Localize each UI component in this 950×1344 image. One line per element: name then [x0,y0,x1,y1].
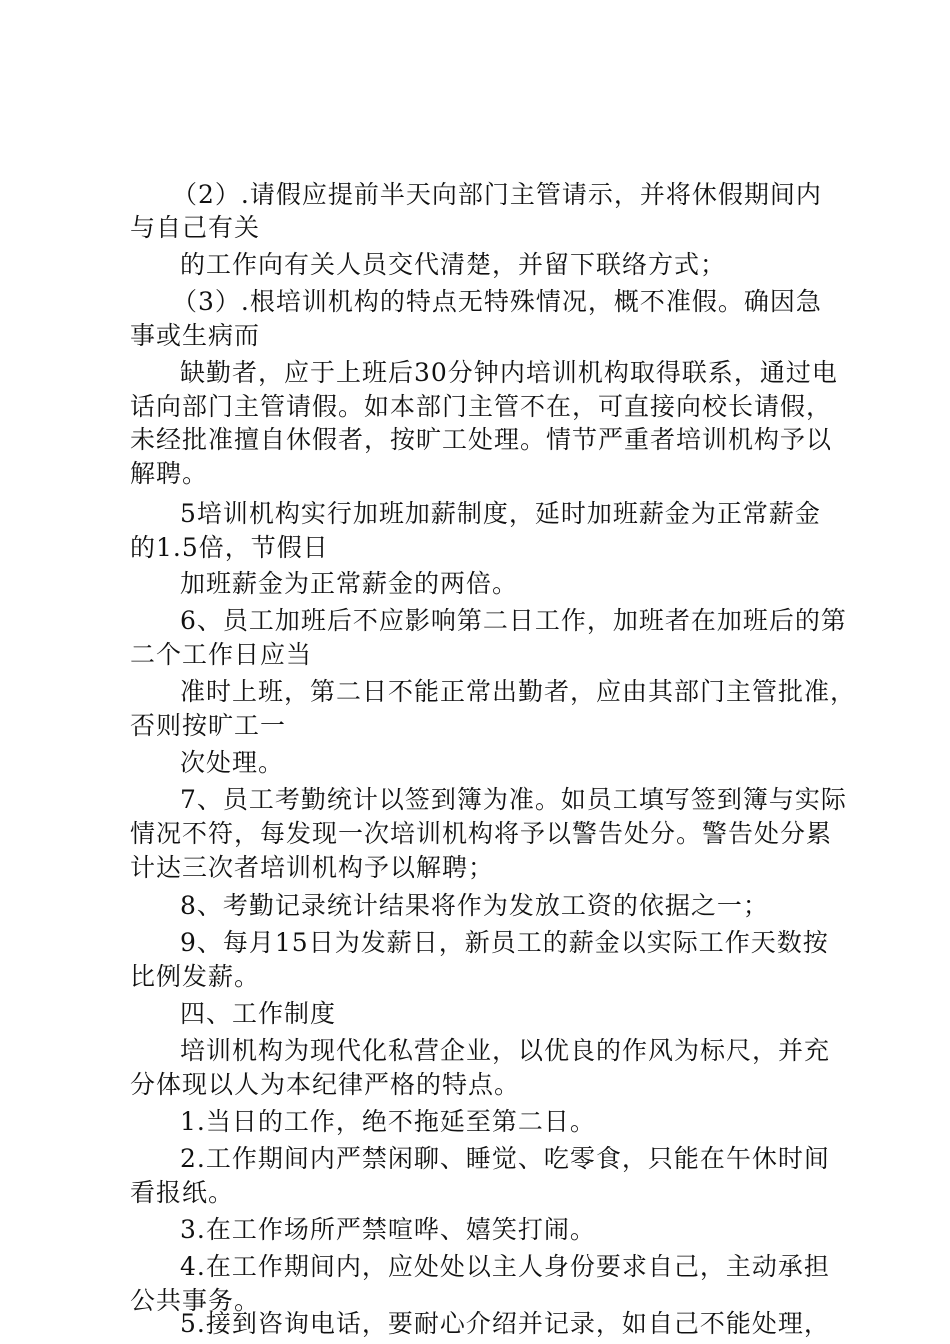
text-line: 6、员工加班后不应影响第二日工作，加班者在加班后的第 [180,606,847,635]
text-line: 的工作向有关人员交代清楚，并留下联络方式； [180,250,727,279]
section-heading: 四、工作制度 [180,999,337,1028]
text-line: 缺勤者，应于上班后30分钟内培训机构取得联系，通过电 [180,358,838,387]
text-line: 7、员工考勤统计以签到簿为准。如员工填写签到簿与实际 [180,785,847,814]
text-line: 2.工作期间内严禁闲聊、睡觉、吃零食，只能在午休时间 [180,1144,830,1173]
text-line: 8、考勤记录统计结果将作为发放工资的依据之一； [180,891,769,920]
text-line: 准时上班，第二日不能正常出勤者，应由其部门主管批准， [180,677,857,706]
text-line: 事或生病而 [130,321,261,350]
text-line: 3.在工作场所严禁喧哗、嬉笑打闹。 [180,1215,596,1244]
text-line: 计达三次者培训机构予以解聘； [130,853,495,882]
text-line: 未经批准擅自休假者，按旷工处理。情节严重者培训机构予以 [130,425,833,454]
text-line: 的1.5倍，节假日 [130,533,329,562]
text-line: （3）.根培训机构的特点无特殊情况，概不准假。确因急 [172,287,822,316]
text-line: 解聘。 [130,459,209,488]
text-line: 话向部门主管请假。如本部门主管不在，可直接向校长请假， [130,392,833,421]
text-line: 5培训机构实行加班加薪制度，延时加班薪金为正常薪金 [180,499,821,528]
text-line: 看报纸。 [130,1178,235,1207]
text-line: 9、每月15日为发薪日，新员工的薪金以实际工作天数按 [180,928,829,957]
text-line: 公共事务。 [130,1286,261,1315]
text-line: 情况不符，每发现一次培训机构将予以警告处分。警告处分累 [130,819,833,848]
text-line: 二个工作日应当 [130,640,313,669]
text-line: 比例发薪。 [130,962,261,991]
text-line: 加班薪金为正常薪金的两倍。 [180,569,519,598]
text-line: （2）.请假应提前半天向部门主管请示，并将休假期间内 [172,180,822,209]
text-line: 分体现以人为本纪律严格的特点。 [130,1070,521,1099]
text-line: 否则按旷工一 [130,711,287,740]
text-line: 5.接到咨询电话，要耐心介绍并记录，如自己不能处理， [180,1309,830,1338]
text-line: 4.在工作期间内，应处处以主人身份要求自己，主动承担 [180,1252,830,1281]
text-line: 培训机构为现代化私营企业，以优良的作风为标尺，并充 [180,1036,831,1065]
text-line: 与自己有关 [130,213,261,242]
text-line: 次处理。 [180,748,285,777]
text-line: 1.当日的工作，绝不拖延至第二日。 [180,1107,596,1136]
